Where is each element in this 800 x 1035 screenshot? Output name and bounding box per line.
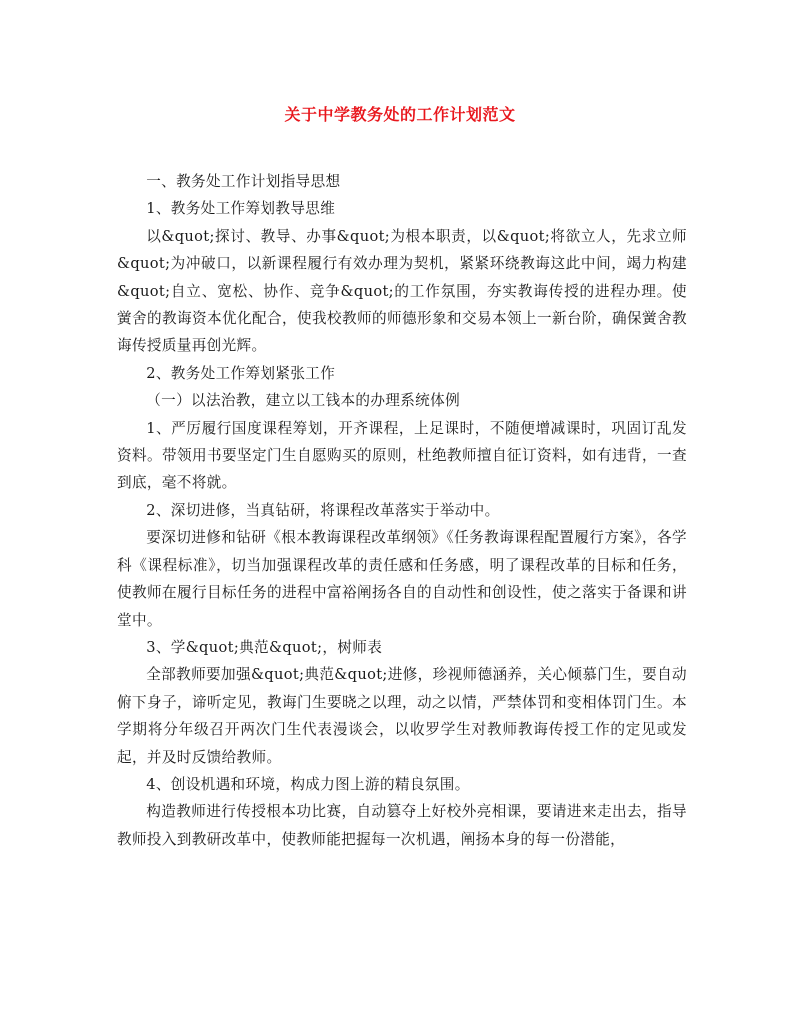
document-title: 关于中学教务处的工作计划范文 bbox=[284, 105, 516, 124]
body-paragraph: 全部教师要加强&quot;典范&quot;进修，珍视师德涵养，关心倾慕门生，要自动俯下身子，谛听定见，教诲门生要晓之以理，动之以情，严禁体罚和变相体罚门生。本学期将分年级召开两次门生代表漫谈会，以收罗学生对教师教诲传授工作的定见或发起，并及时反馈给教师。 bbox=[117, 666, 687, 766]
body-paragraph: 以&quot;探讨、教导、办事&quot;为根本职责，以&quot;将欲立人，先求立师&quot;为冲破口，以新课程履行有效办理为契机，紧紧环绕教诲这此中间，竭力构建&quot;自立、宽松、协作、竞争&quot;的工作氛围，夯实教诲传授的进程办理。使黉舍的教诲资本优化配合，使我校教师的师德形象和交易本领上一新台阶，确保黉舍教诲传授质量再创光辉。 bbox=[117, 227, 687, 355]
document-body bbox=[117, 168, 687, 853]
body-paragraph: 2、深切进修，当真钻研，将课程改革落实于举动中。 bbox=[146, 501, 500, 519]
subsection-heading: 4、创设机遇和环境，构成力图上游的精良氛围。 bbox=[146, 775, 470, 793]
subsection-heading: 3、学&quot;典范&quot;，树师表 bbox=[146, 638, 383, 656]
body-paragraph: 构造教师进行传授根本功比赛，自动篡夺上好校外亮相课，要请进来走出去，指导教师投入到教研改革中，使教师能把握每一次机遇，阐扬本身的每一份潜能， bbox=[117, 803, 687, 848]
subsection-heading: 2、教务处工作筹划紧张工作 bbox=[146, 364, 336, 382]
subsection-heading: 1、教务处工作筹划教导思维 bbox=[146, 200, 336, 218]
body-paragraph: 1、严厉履行国度课程筹划，开齐课程，上足课时，不随便增减课时，巩固订乱发资料。带领用书要坚定门生自愿购买的原则，杜绝教师擅自征订资料，如有违背，一查到底，毫不将就。 bbox=[117, 419, 687, 492]
body-paragraph: 要深切进修和钻研《根本教诲课程改革纲领》《任务教诲课程配置履行方案》，各学科《课程标准》，切当加强课程改革的责任感和任务感，明了课程改革的目标和任务，使教师在履行目标任务的进程中富裕阐扬各自的自动性和创设性，使之落实于备课和讲堂中。 bbox=[117, 529, 687, 629]
section-heading: 一、教务处工作计划指导思想 bbox=[146, 173, 341, 190]
subsection-heading: （一）以法治教，建立以工钱本的办理系统体例 bbox=[146, 392, 461, 410]
